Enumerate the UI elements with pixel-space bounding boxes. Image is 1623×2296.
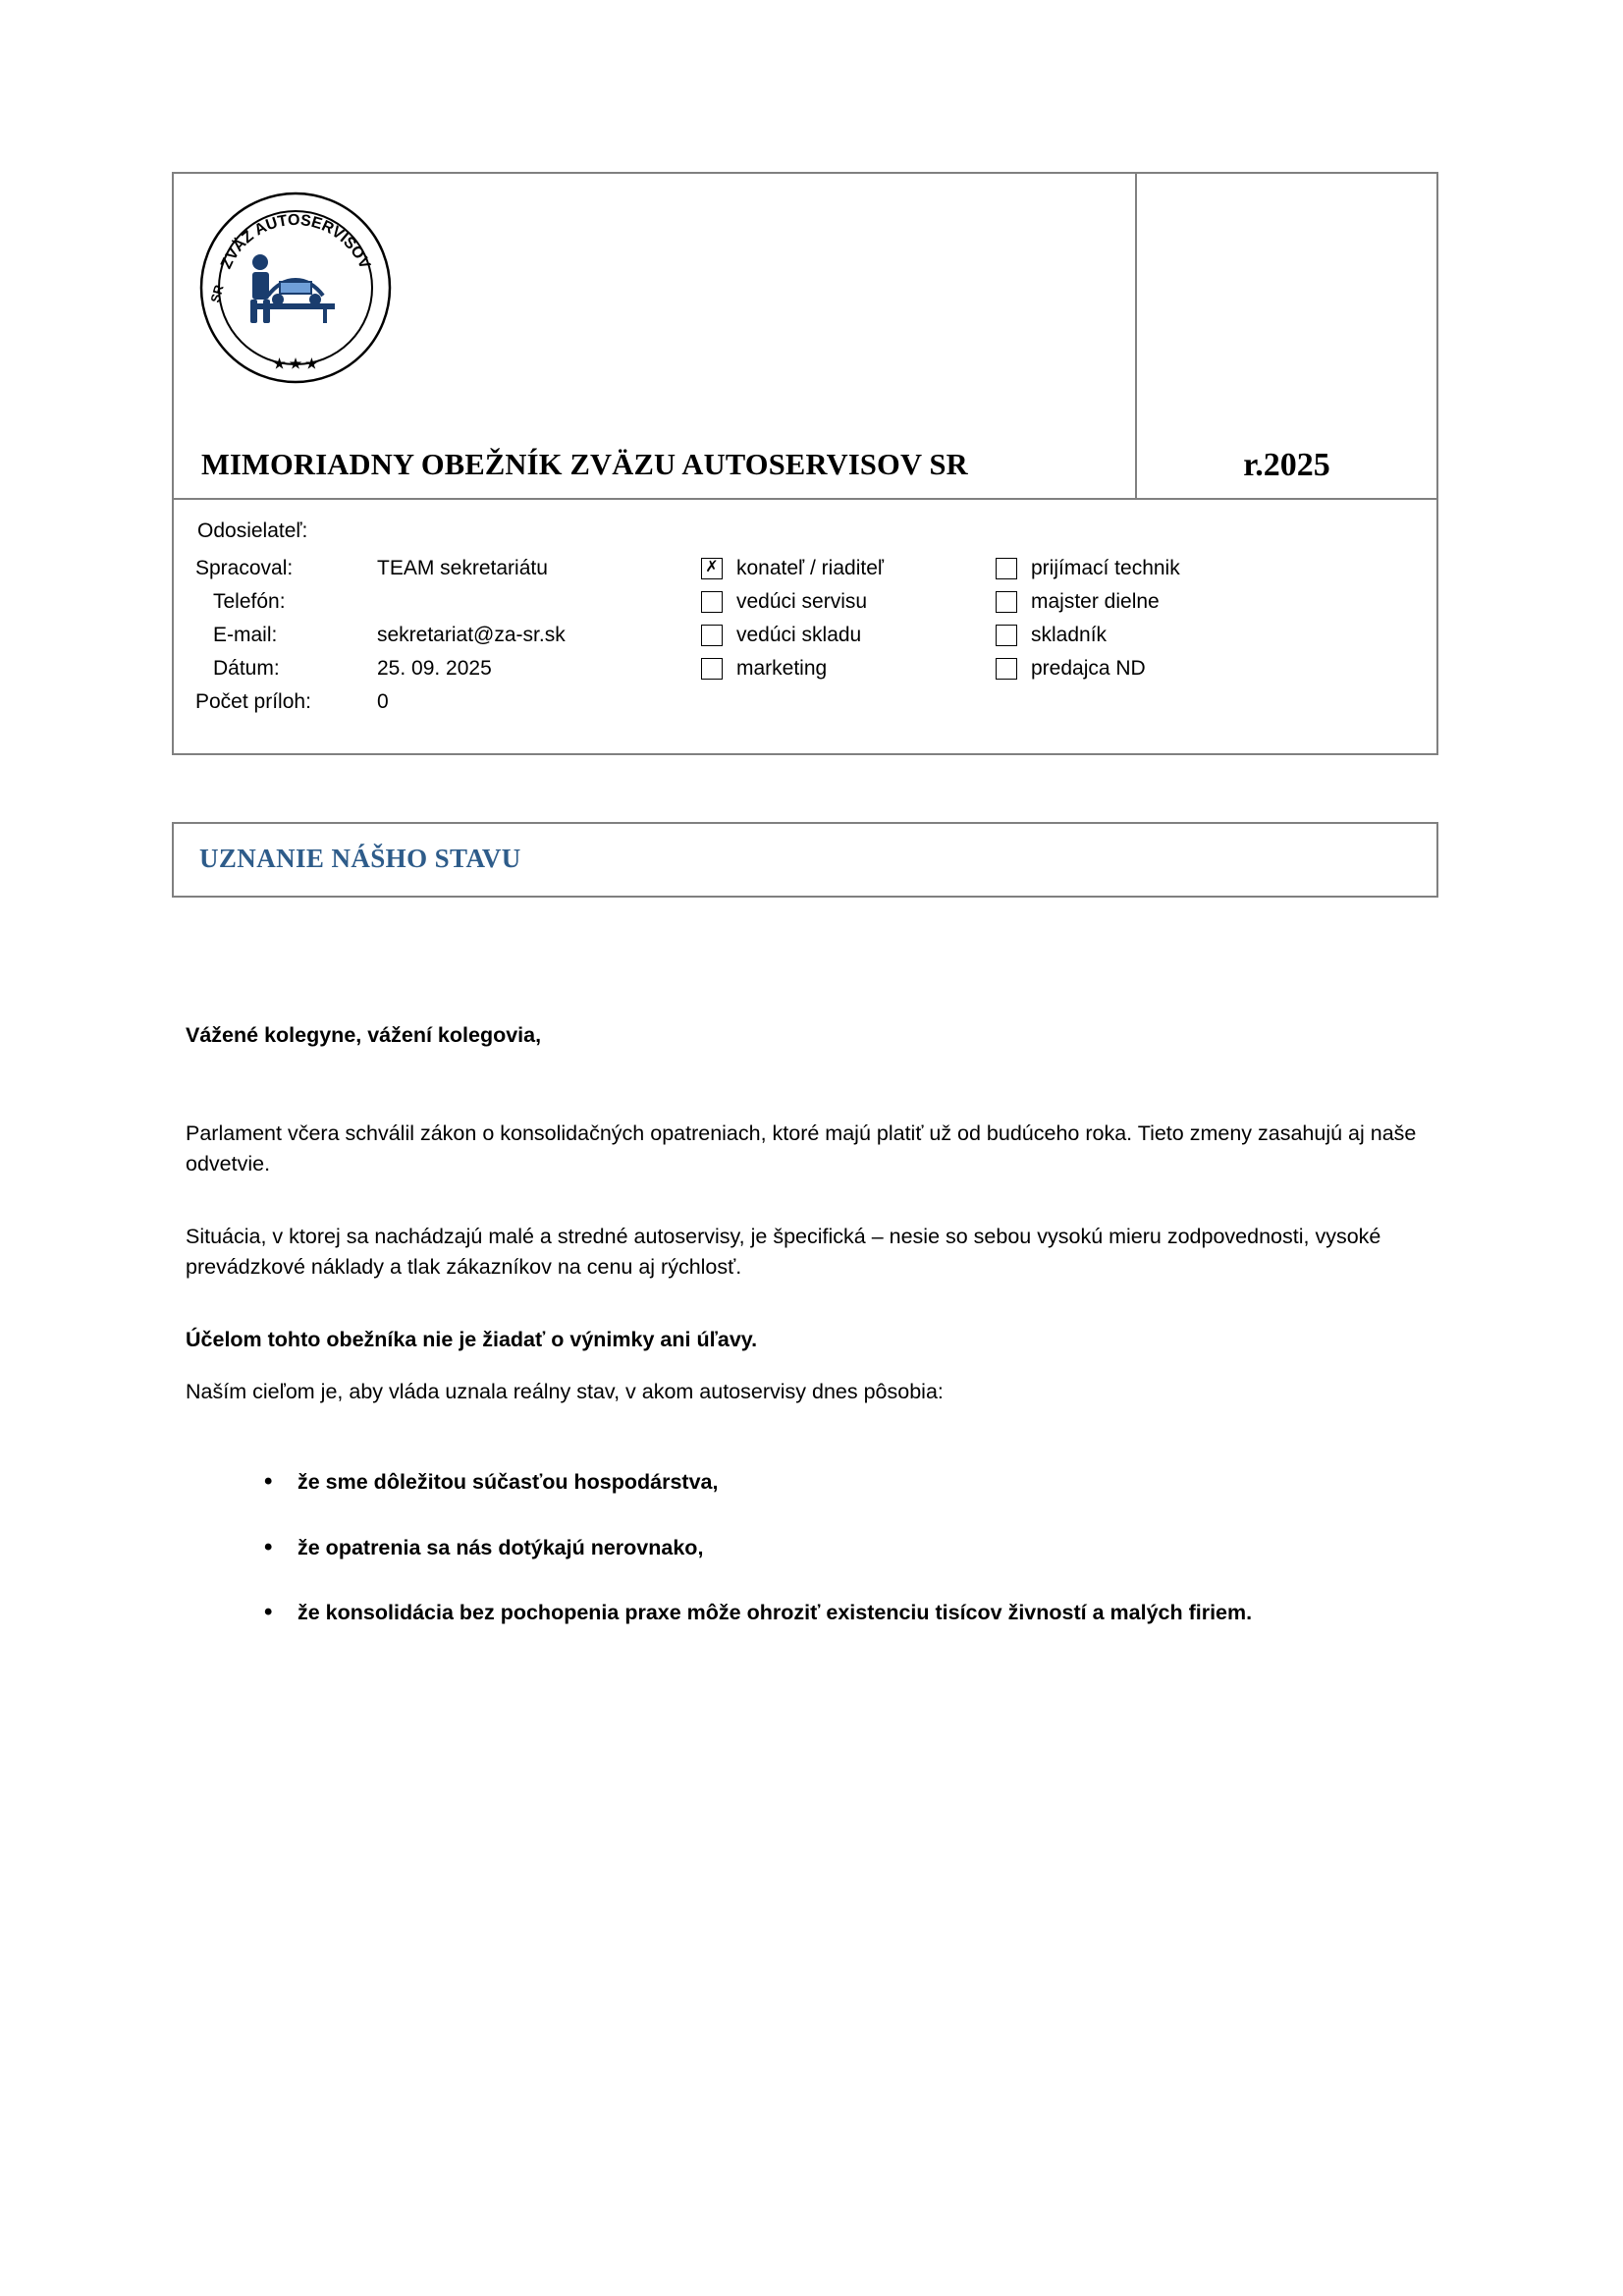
list-item: • že konsolidácia bez pochopenia praxe môže ohroziť existenciu tisícov živností a malých firiem. xyxy=(264,1598,1433,1628)
document-year: r.2025 xyxy=(1243,447,1330,483)
list-item: • že sme dôležitou súčasťou hospodárstva, xyxy=(264,1467,1433,1498)
checkbox-label-predajca-nd: predajca ND xyxy=(1031,657,1146,680)
field-label-pocet-priloh: Počet príloh: xyxy=(195,690,311,713)
list-item: • že opatrenia sa nás dotýkajú nerovnako, xyxy=(264,1533,1433,1563)
header-year-cell xyxy=(1137,174,1436,498)
checkbox-label-konatel: konateľ / riaditeľ xyxy=(736,557,884,579)
bold-statement: Účelom tohto obežníka nie je žiadať o výnimky ani úľavy. xyxy=(186,1328,758,1352)
header-meta-cell xyxy=(174,498,1436,753)
salutation: Vážené kolegyne, vážení kolegovia, xyxy=(186,1023,542,1047)
svg-text:ZVÄZ AUTOSERVISOV: ZVÄZ AUTOSERVISOV xyxy=(218,211,373,272)
check-mark-icon: ✗ xyxy=(705,559,719,575)
page-title: MIMORIADNY OBEŽNÍK ZVÄZU AUTOSERVISOV SR xyxy=(201,448,968,481)
field-label-datum: Dátum: xyxy=(213,657,280,680)
svg-text:SR: SR xyxy=(207,283,227,304)
field-value-datum: 25. 09. 2025 xyxy=(377,657,492,680)
checkbox-row-majster-dielne[interactable] xyxy=(996,590,1417,614)
checkbox-row-predajca-nd[interactable] xyxy=(996,657,1417,681)
document-body xyxy=(172,1023,1433,1628)
field-label-spracoval: Spracoval: xyxy=(195,557,294,579)
checkbox-veduci-servisu[interactable] xyxy=(701,591,723,613)
checkbox-veduci-skladu[interactable] xyxy=(701,625,723,646)
checkbox-konatel[interactable] xyxy=(701,558,723,579)
checkbox-row-marketing[interactable] xyxy=(701,657,996,681)
checkbox-skladnik[interactable] xyxy=(996,625,1017,646)
field-value-email: sekretariat@za-sr.sk xyxy=(377,624,566,646)
section-title: UZNANIE NÁŠHO STAVU xyxy=(199,844,521,873)
checkbox-label-prijimaci-technik: prijímací technik xyxy=(1031,557,1180,579)
checkbox-row-veduci-servisu[interactable] xyxy=(701,590,996,614)
checkbox-row-konatel[interactable] xyxy=(701,557,996,580)
checkbox-row-skladnik[interactable] xyxy=(996,624,1417,647)
checkbox-label-marketing: marketing xyxy=(736,657,828,680)
checkbox-majster-dielne[interactable] xyxy=(996,591,1017,613)
checkbox-label-majster-dielne: majster dielne xyxy=(1031,590,1160,613)
goal-paragraph: Naším cieľom je, aby vláda uznala reálny stav, v akom autoservisy dnes pôsobia: xyxy=(186,1379,944,1403)
zvaz-autoservisov-logo-icon xyxy=(195,188,397,389)
paragraph-1: Parlament včera schválil zákon o konsolidačných opatreniach, ktoré majú platiť už od budúceho roka. Tieto zmeny zasahujú aj naše odvetvie. xyxy=(186,1121,1417,1175)
document-header-table xyxy=(172,172,1438,755)
bullet-list xyxy=(186,1467,1433,1628)
svg-text:★ ★ ★: ★ ★ ★ xyxy=(273,355,318,371)
meta-fields-grid xyxy=(195,557,1417,714)
field-label-telefon: Telefón: xyxy=(213,590,286,613)
header-top-row xyxy=(174,174,1436,498)
checkbox-label-veduci-skladu: vedúci skladu xyxy=(736,624,862,646)
checkbox-label-skladnik: skladník xyxy=(1031,624,1108,646)
field-value-pocet-priloh: 0 xyxy=(377,690,389,713)
checkbox-marketing[interactable] xyxy=(701,658,723,680)
sender-label: Odosielateľ: xyxy=(197,519,308,542)
checkbox-predajca-nd[interactable] xyxy=(996,658,1017,680)
field-label-email: E-mail: xyxy=(213,624,278,646)
paragraph-2: Situácia, v ktorej sa nachádzajú malé a stredné autoservisy, je špecifická – nesie so sebou vysokú mieru zodpovednosti, vysoké prevádzkové náklady a tlak zákazníkov na cenu aj rýchlosť. xyxy=(186,1225,1381,1279)
checkbox-row-prijimaci-technik[interactable] xyxy=(996,557,1417,580)
field-value-spracoval: TEAM sekretariátu xyxy=(377,557,548,579)
section-title-box xyxy=(172,822,1438,898)
checkbox-label-veduci-servisu: vedúci servisu xyxy=(736,590,868,613)
checkbox-row-veduci-skladu[interactable] xyxy=(701,624,996,647)
header-title-cell xyxy=(174,174,1137,498)
checkbox-prijimaci-technik[interactable] xyxy=(996,558,1017,579)
